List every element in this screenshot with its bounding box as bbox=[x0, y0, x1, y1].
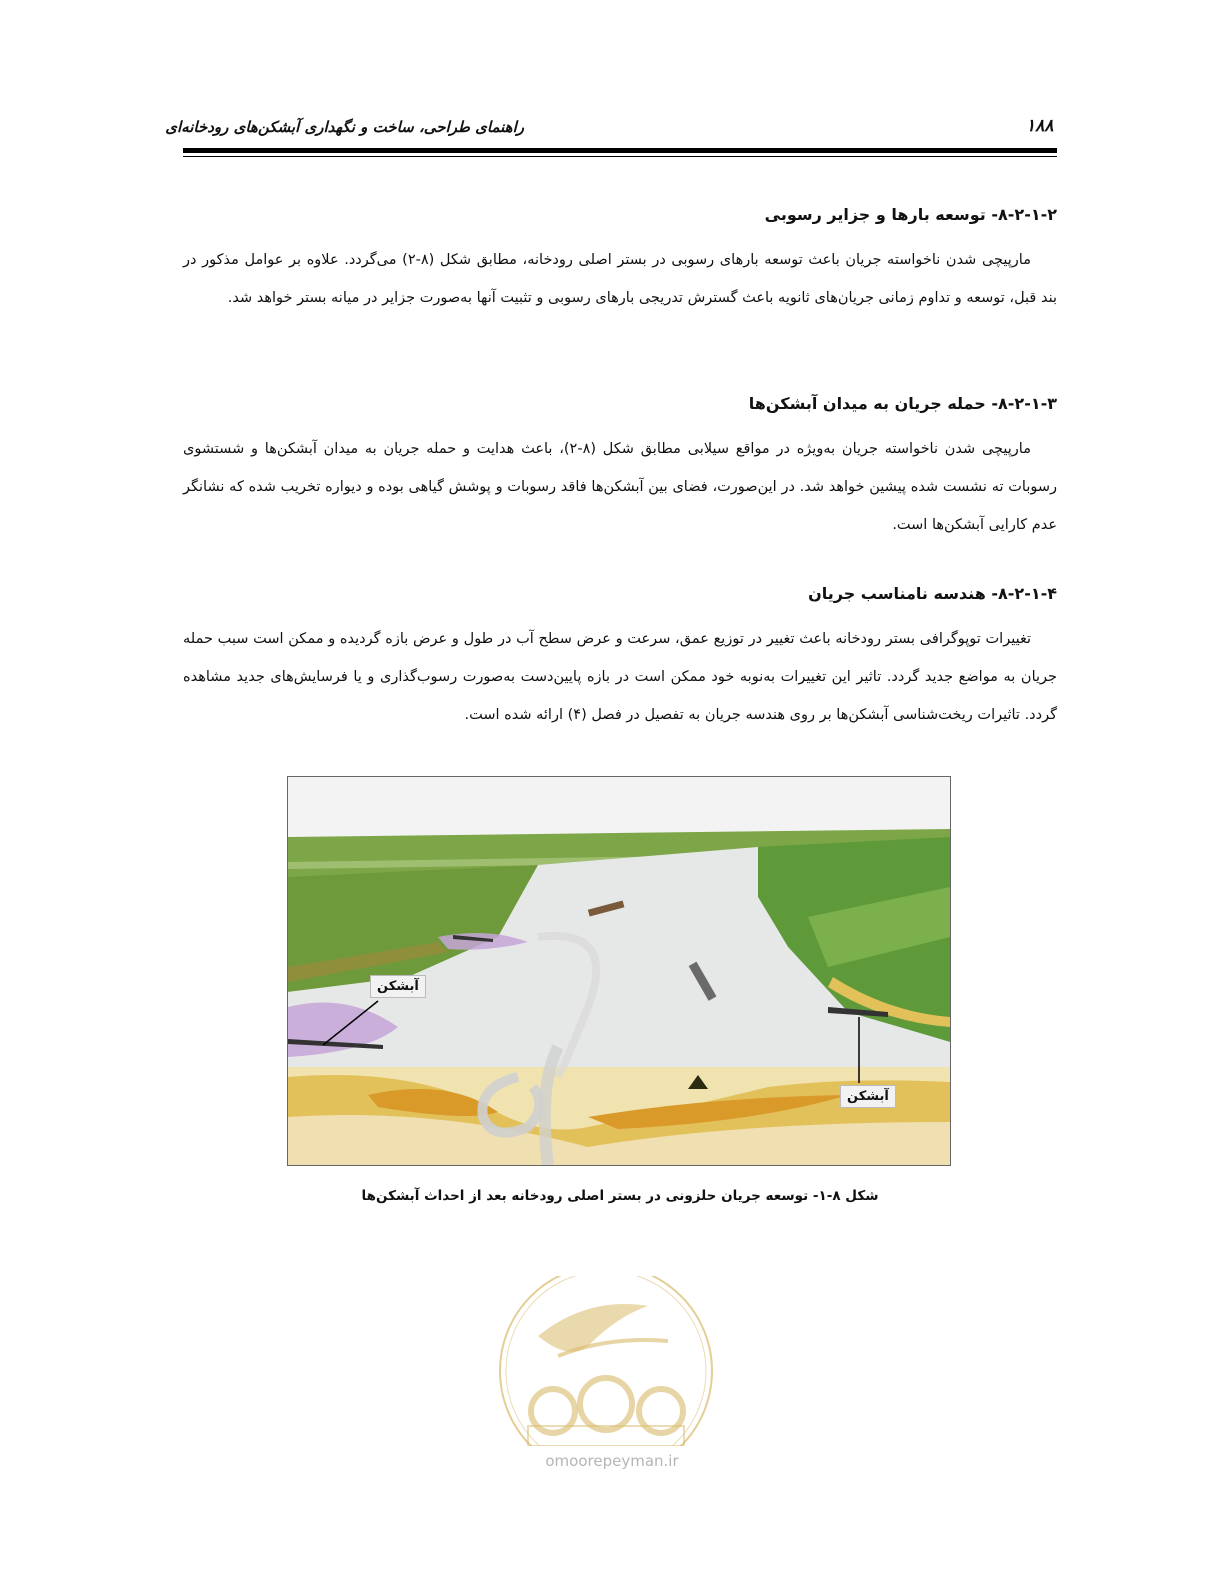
header-rule-thin bbox=[183, 156, 1057, 157]
watermark-site-url: omoorepeyman.ir bbox=[545, 1452, 679, 1470]
section-paragraph: مارپیچی شدن ناخواسته جریان باعث توسعه بارهای رسوبی در بستر اصلی رودخانه، مطابق شکل (۸-۲) می‌گردد. علاوه بر عوامل مذکور در بند قبل، توسعه و تداوم زمانی جریان‌های ثانویه باعث گسترش تدریجی بارهای رسوبی و تثبیت آنها به‌صورت جزایر در میانه بستر خواهد شد. bbox=[183, 252, 1057, 306]
groyne-label-left: آبشکن bbox=[370, 975, 426, 998]
section-paragraph: تغییرات توپوگرافی بستر رودخانه باعث تغییر در توزیع عمق، سرعت و عرض سطح آب در طول و عرض بازه گردیده و ممکن است سبب حمله جریان به مواضع جدید گردد. تاثیر این تغییرات به‌نوبه خود ممکن است در بازه پایین‌دست به‌صورت رسوب‌گذاری و یا فرسایش‌های جدید مشاهده گردد. تاثیرات ریخت‌شناسی آبشکن‌ها بر روی هندسه جریان به تفصیل در فصل (۴) ارائه شده است. bbox=[183, 631, 1057, 723]
watermark-logo bbox=[498, 1276, 714, 1450]
river-spiral-flow-figure bbox=[287, 776, 951, 1166]
section-heading: ۸-۲-۱-۳- حمله جریان به میدان آبشکن‌ها bbox=[748, 394, 1057, 413]
publisher-seal-icon bbox=[498, 1276, 714, 1446]
running-header-title: راهنمای طراحی، ساخت و نگهداری آبشکن‌های رودخانه‌ای bbox=[165, 118, 524, 136]
section-heading: ۸-۲-۱-۲- توسعه بارها و جزایر رسوبی bbox=[764, 205, 1057, 224]
figure-caption: شکل ۸-۱- توسعه جریان حلزونی در بستر اصلی رودخانه بعد از احداث آبشکن‌ها bbox=[361, 1188, 879, 1204]
page-number: ۱۸۸ bbox=[1026, 116, 1054, 136]
section-heading: ۸-۲-۱-۴- هندسه نامناسب جریان bbox=[808, 584, 1057, 603]
section-bars-and-islands bbox=[183, 203, 1057, 317]
groyne-label-right: آبشکن bbox=[840, 1085, 896, 1108]
section-flow-attack bbox=[183, 392, 1057, 544]
section-paragraph: مارپیچی شدن ناخواسته جریان به‌ویژه در مواقع سیلابی مطابق شکل (۸-۲)، باعث هدایت و حمله جریان به میدان آبشکن‌ها و شستشوی رسوبات ته نشست شده پیشین خواهد شد. در این‌صورت، فضای بین آبشکن‌ها فاقد رسوبات و پوشش گیاهی بوده و دیواره تخریب شده که نشانگر عدم کارایی آبشکن‌ها است. bbox=[183, 441, 1057, 533]
header-rule-thick bbox=[183, 148, 1057, 153]
section-flow-geometry bbox=[183, 582, 1057, 734]
